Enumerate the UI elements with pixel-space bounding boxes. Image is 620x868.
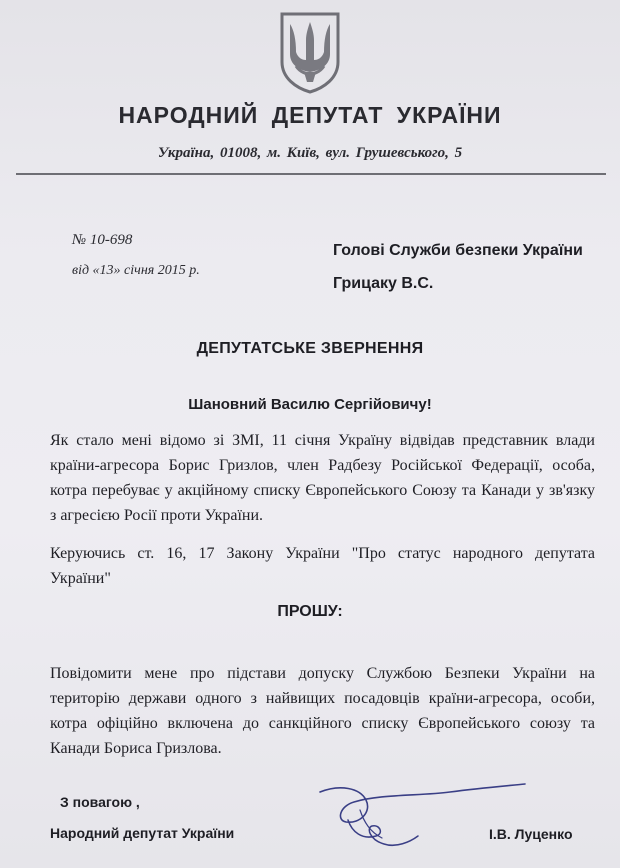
document-title: ДЕПУТАТСЬКЕ ЗВЕРНЕННЯ <box>196 340 424 357</box>
paragraph-1-line: котра перебуває у акційному списку Європейського Союзу та Канади у зв'язку <box>50 482 595 499</box>
request-heading: ПРОШУ: <box>277 603 343 620</box>
paragraph-1 <box>50 428 595 528</box>
letterhead-title: НАРОДНИЙ ДЕПУТАТ УКРАЇНИ <box>118 102 502 128</box>
registration-number: № 10-698 <box>72 232 133 248</box>
addressee-name: Грицаку В.С. <box>333 275 434 292</box>
addressee-position: Голові Служби безпеки України <box>333 242 583 259</box>
paragraph-1-line: Як стало мені відомо зі ЗМІ, 11 січня Україну відвідав представник влади <box>50 432 595 449</box>
paragraph-1-line: з агресією Росії проти України. <box>50 507 264 524</box>
closing-regards: З повагою , <box>60 794 140 810</box>
paragraph-3 <box>50 661 595 761</box>
signer-role: Народний депутат України <box>50 825 235 841</box>
header-divider <box>16 173 606 175</box>
paragraph-3-line: територію держави одного з найвищих посадовців країни-агресора, особи, <box>50 690 595 707</box>
registration-date: від «13» січня 2015 р. <box>72 263 200 278</box>
trident-coat-of-arms-icon <box>278 10 342 94</box>
paragraph-2-line: України" <box>50 570 111 587</box>
letterhead-address: Україна, 01008, м. Київ, вул. Грушевського, 5 <box>157 145 463 161</box>
paragraph-3-line: Повідомити мене про підстави допуску Службою Безпеки України на <box>50 665 595 682</box>
handwritten-signature <box>300 762 530 862</box>
paragraph-2-line: Керуючись ст. 16, 17 Закону України "Про статус народного депутата <box>50 545 595 562</box>
paragraph-3-line: Канади Бориса Гризлова. <box>50 740 222 757</box>
paragraph-3-line: котра офіційно включена до санкційного списку Європейського союзу та <box>50 715 595 732</box>
paragraph-1-line: країни-агресора Борис Гризлов, член Радбезу Російської Федерації, особа, <box>50 457 595 474</box>
signer-name: І.В. Луценко <box>489 826 573 842</box>
paragraph-2 <box>50 541 595 591</box>
salutation: Шановний Василю Сергійовичу! <box>188 396 432 413</box>
